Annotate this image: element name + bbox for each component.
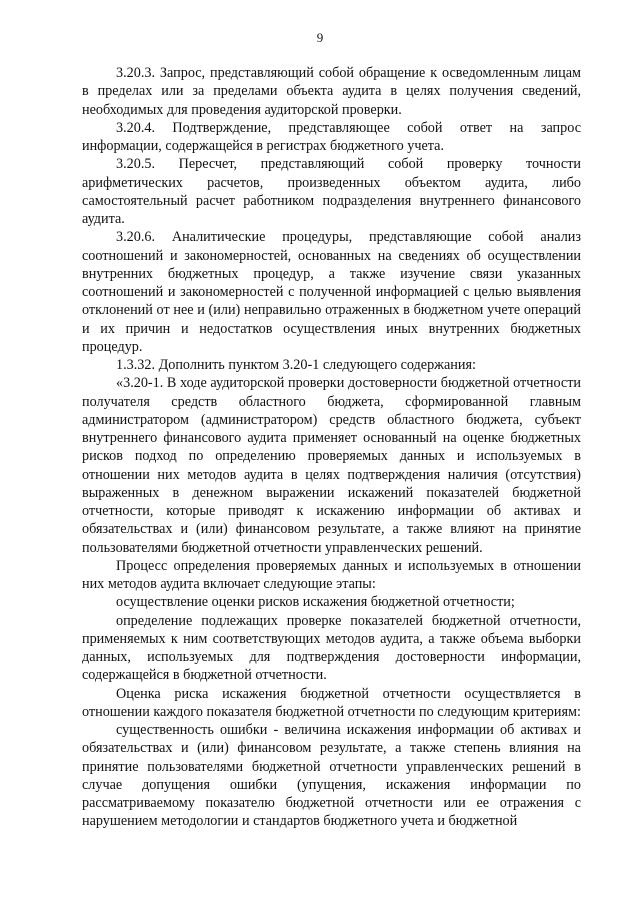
paragraph-3-20-3: 3.20.3. Запрос, представляющий собой обращение к осведомленным лицам в пределах или за пределами объекта аудита в целях получения сведений, необходимых для проведения аудиторской проверки. xyxy=(82,65,581,118)
document-body xyxy=(82,64,581,831)
paragraph-process: Процесс определения проверяемых данных и используемых в отношении них методов аудита включает следующие этапы: xyxy=(82,557,581,592)
paragraph-3-20-1: «3.20-1. В ходе аудиторской проверки достоверности бюджетной отчетности получателя средств областного бюджета, сформированной главным администратором (администратором) средств областного бюджета, субъект внутреннего финансового аудита применяет основанный на оценке бюджетных рисков подход по определению проверяемых данных и используемых в отношении них методов аудита в целях подтверждения наличия (отсутствия) выраженных в денежном выражении искажений показателей бюджетной отчетности, которые приводят к искажению информации об активах и обязательствах и (или) финансовом результате, а также влияют на принятие пользователями бюджетной отчетности управленческих решений. xyxy=(82,375,581,556)
paragraph-risk-criteria: Оценка риска искажения бюджетной отчетности осуществляется в отношении каждого показателя бюджетной отчетности по следующим критериям: xyxy=(82,685,581,720)
paragraph-stage-indicators: определение подлежащих проверке показателей бюджетной отчетности, применяемых к ним соответствующих методов аудита, а также объема выборки данных, используемых для подтверждения достоверности информации, содержащейся в бюджетной отчетности. xyxy=(82,612,581,684)
paragraph-3-20-5: 3.20.5. Пересчет, представляющий собой проверку точности арифметических расчетов, произведенных объектом аудита, либо самостоятельный расчет работником подразделения внутреннего финансового аудита. xyxy=(82,156,581,227)
paragraph-error-materiality: существенность ошибки - величина искажения информации об активах и обязательствах и (или) финансовом результате, а также степень влияния на принятие пользователями бюджетной отчетности управленческих решений в случае допущения ошибки (упущения, искажения информации по рассматриваемому показателю бюджетной отчетности или ее отражения с нарушением методологии и стандартов бюджетного учета и бюджетной xyxy=(82,722,581,830)
paragraph-stage-risk-assessment: осуществление оценки рисков искажения бюджетной отчетности; xyxy=(116,594,515,611)
paragraph-1-3-32: 1.3.32. Дополнить пунктом 3.20-1 следующего содержания: xyxy=(116,357,476,373)
paragraph-3-20-4: 3.20.4. Подтверждение, представляющее собой ответ на запрос информации, содержащейся в регистрах бюджетного учета. xyxy=(82,119,581,154)
paragraph-3-20-6: 3.20.6. Аналитические процедуры, представляющие собой анализ соотношений и закономерностей, основанных на сведениях об осуществлении внутренних бюджетных процедур, а также изучение связи указанных соотношений и закономерностей с полученной информацией с целью выявления отклонений от нее и (или) неправильно отраженных в бюджетном учете операций и их причин и недостатков осуществления иных внутренних бюджетных процедур. xyxy=(82,229,581,355)
page-number: 9 xyxy=(316,30,324,45)
